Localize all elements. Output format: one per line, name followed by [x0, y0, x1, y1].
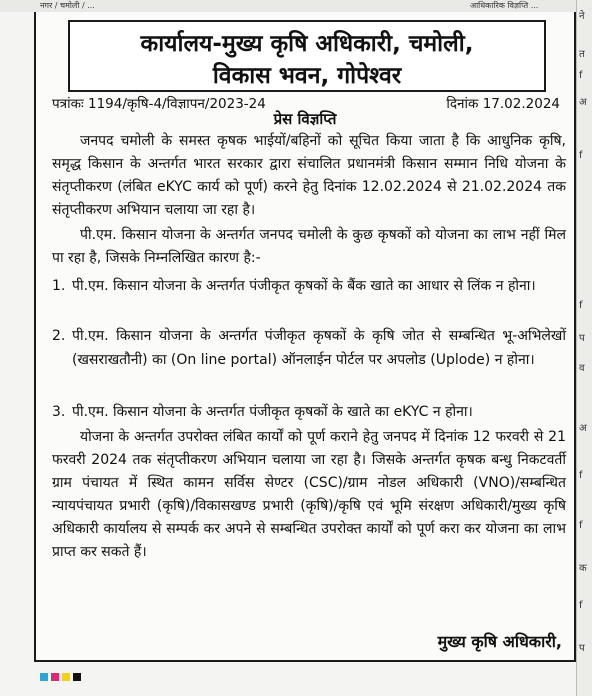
- reason-item-1: [52, 274, 566, 298]
- fragment-text: ने: [579, 11, 585, 22]
- notice-title: प्रेस विज्ञप्ति: [273, 110, 337, 128]
- office-header-line2: विकास भवन, गोपेश्वर: [212, 63, 402, 89]
- fragment-text: प: [579, 643, 585, 654]
- reason-text: पी.एम. किसान योजना के अन्तर्गत पंजीकृत कृषकों के बैंक खाते का आधार से लिंक न होना।: [72, 278, 536, 294]
- paragraph-intro: जनपद चमोली के समस्त कृषक भाईयों/बहिनों को सूचित किया जाता है कि आधुनिक कृषि, समृद्ध किसान के अन्तर्गत भारत सरकार द्वारा संचालित प्रधानमंत्री किसान सम्मान निधि योजना के संतृप्तीकरण (लंबित eKYC कार्य को पूर्ण) करने हेतु दिनांक 12.02.2024 से 21.02.2024 तक संतृप्तीकरण अभियान चलाया जा रहा है।: [52, 133, 566, 218]
- notice-date: दिनांक 17.02.2024: [446, 96, 560, 112]
- fragment-text: f: [579, 520, 583, 531]
- color-swatch-magenta: [51, 673, 59, 681]
- signature: मुख्य कृषि अधिकारी,: [437, 632, 562, 651]
- reason-number: 2.: [52, 328, 66, 344]
- top-strip-left-text: नगर / चमोली / ...: [40, 1, 95, 10]
- fragment-text: f: [579, 600, 583, 611]
- fragment-text: f: [579, 150, 583, 161]
- reason-number: 1.: [52, 278, 66, 294]
- fragment-text: प: [579, 333, 585, 344]
- print-color-bar: [40, 673, 81, 681]
- fragment-text: f: [579, 300, 583, 311]
- fragment-text: f: [579, 70, 583, 81]
- paragraph-reasons-intro: पी.एम. किसान योजना के अन्तर्गत जनपद चमोली के कुछ कृषकों को योजना का लाभ नहीं मिल पा रहा है, जिसके निम्नलिखित कारण है:-: [52, 227, 566, 266]
- fragment-text: क: [579, 563, 587, 574]
- color-swatch-black: [73, 673, 81, 681]
- reason-number: 3.: [52, 404, 66, 420]
- fragment-text: अ: [579, 97, 587, 108]
- reason-text: पी.एम. किसान योजना के अन्तर्गत पंजीकृत कृषकों के खाते का eKYC न होना।: [72, 404, 473, 420]
- top-strip: [0, 0, 592, 12]
- adjacent-column-fragment: [576, 0, 592, 696]
- color-swatch-yellow: [62, 673, 70, 681]
- fragment-text: f: [579, 470, 583, 481]
- top-strip-right-text: आधिकारिक विज्ञप्ति ...: [470, 1, 539, 10]
- color-swatch-cyan: [40, 673, 48, 681]
- fragment-text: अ: [579, 423, 587, 434]
- reason-item-2: [52, 324, 566, 372]
- press-notice: [34, 12, 576, 662]
- office-header-line1: कार्यालय-मुख्य कृषि अधिकारी, चमोली,: [140, 31, 474, 57]
- office-header: [68, 20, 546, 92]
- reason-item-3: [52, 400, 566, 424]
- fragment-text: व: [579, 363, 585, 374]
- reason-text: पी.एम. किसान योजना के अन्तर्गत पंजीकृत कृषकों के कृषि जोत से सम्बन्धित भू-अभिलेखों (खसराखतौनी) का (On line portal) ऑनलाईन पोर्टल पर अपलोड (Uplode) न होना।: [72, 328, 566, 368]
- reference-number: पत्रांकः 1194/कृषि-4/विज्ञापन/2023-24: [52, 96, 266, 112]
- fragment-text: त: [579, 49, 585, 60]
- paragraph-campaign: योजना के अन्तर्गत उपरोक्त लंबित कार्यों को पूर्ण कराने हेतु जनपद में दिनांक 12 फरवरी से 21 फरवरी 2024 तक संतृप्तीकरण अभियान चलाया जा रहा है। जिसके अन्तर्गत कृषक बन्धु निकटवर्ती ग्राम पंचायत में स्थित कामन सर्विस सेण्टर (CSC)/ग्राम नोडल अधिकारी (VNO)/सम्बन्धित न्यायपंचायत प्रभारी (कृषि)/विकासखण्ड प्रभारी (कृषि)/कृषि एवं भूमि संरक्षण अधिकारी/मुख्य कृषि अधिकारी कार्यालय से सम्पर्क कर अपने से सम्बन्धित उपरोक्त कार्यों को पूर्ण करा कर योजना का लाभ प्राप्त कर सकते हैं।: [52, 429, 566, 560]
